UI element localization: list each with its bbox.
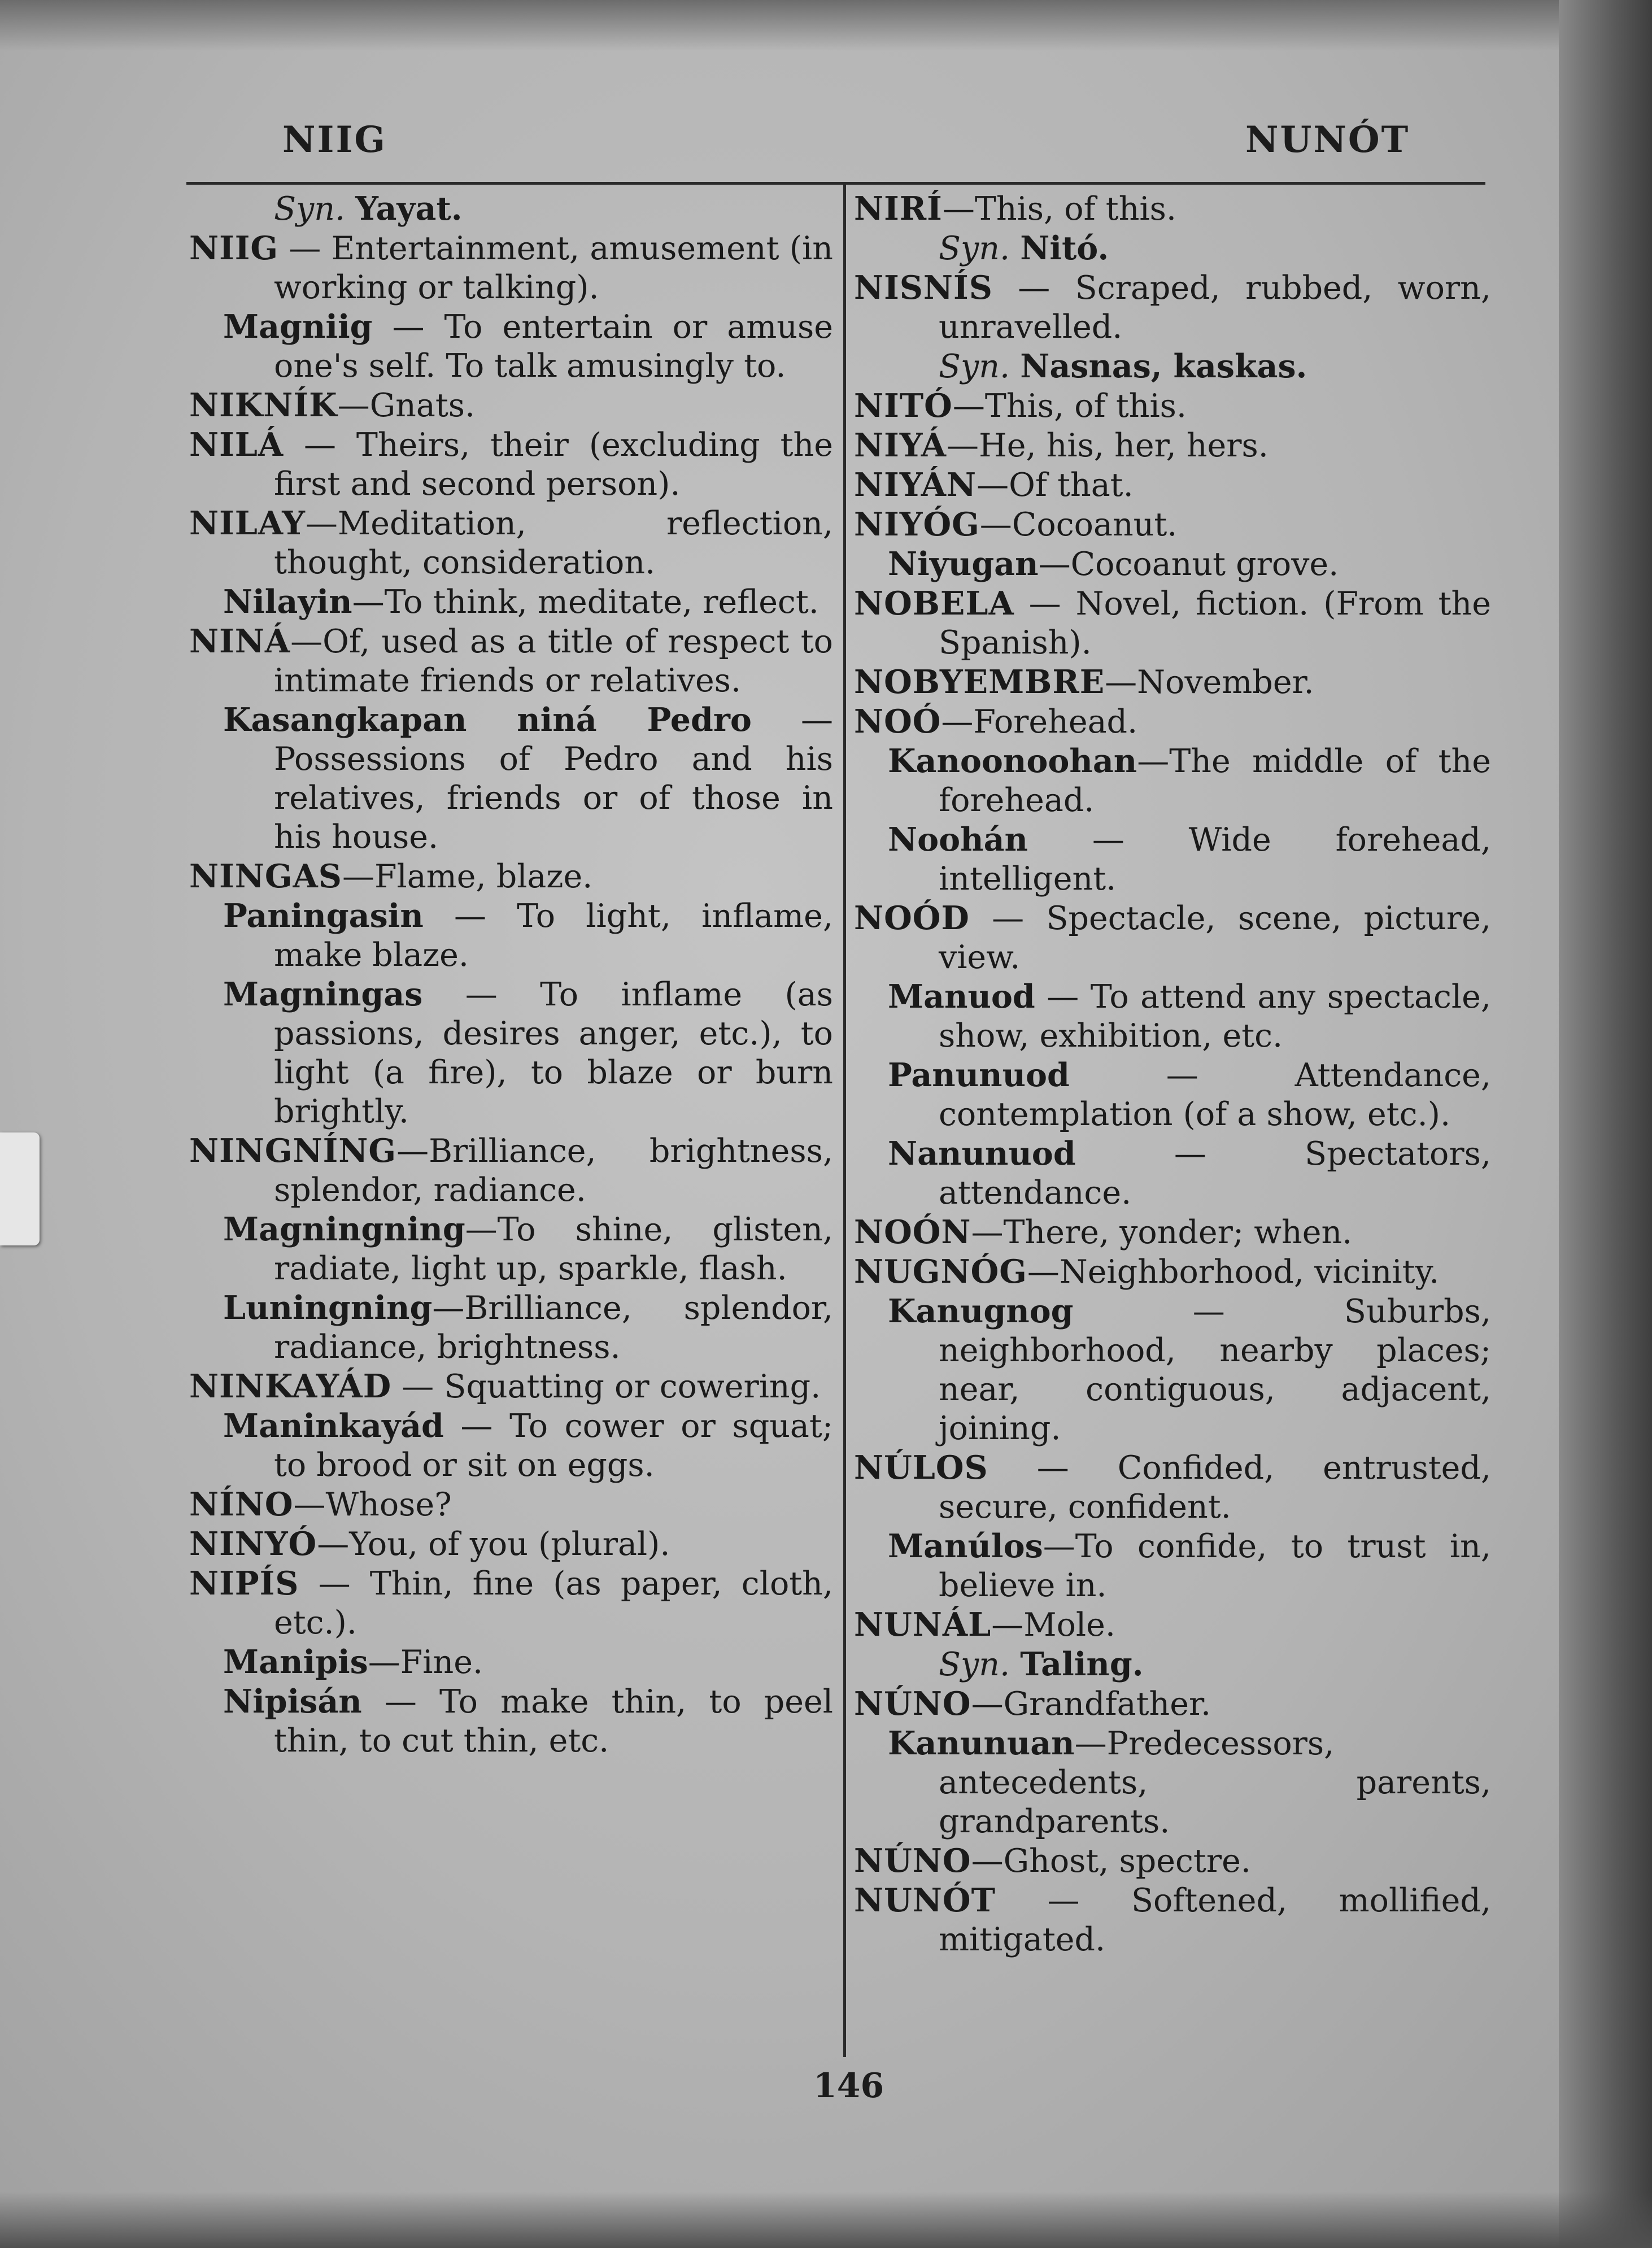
right-column [854, 189, 1491, 1959]
sub-headword: Maninkayád [223, 1407, 444, 1445]
synonym-word: Taling. [1020, 1645, 1144, 1683]
definition: — Suburbs, neighborhood, nearby places; near, contiguous, adjacent, joining. [939, 1293, 1491, 1447]
headword: NÚLOS [854, 1449, 988, 1487]
running-head-right: NUNÓT [1245, 119, 1410, 161]
headword: NINGNÍNG [189, 1132, 397, 1170]
sub-entry [189, 1406, 833, 1485]
sub-entry [854, 742, 1491, 820]
headword: NOÓN [854, 1213, 971, 1251]
headword: NIKNÍK [189, 386, 338, 424]
bottom-edge-shadow [0, 2192, 1652, 2248]
headword: NUGNÓG [854, 1253, 1027, 1291]
sub-entry [854, 820, 1491, 899]
headword: NOÓD [854, 899, 970, 937]
headword: NUNÁL [854, 1606, 992, 1644]
definition: —This, of this. [952, 387, 1187, 425]
definition: — Entertainment, amusement (in working or talking). [274, 230, 833, 306]
definition: — Thin, fine (as paper, cloth, etc.). [274, 1565, 833, 1641]
definition: —You, of you (plural). [317, 1526, 670, 1563]
definition: —To confide, to trust in, believe in. [939, 1528, 1491, 1604]
definition: — To cower or squat; to brood or sit on eggs. [274, 1408, 833, 1484]
dictionary-entry [854, 1841, 1491, 1881]
sub-entry [854, 1527, 1491, 1605]
sub-entry [189, 1643, 833, 1682]
sub-headword: Niyugan [888, 545, 1039, 583]
headword: NÍNO [189, 1485, 294, 1523]
sub-entry [189, 1210, 833, 1288]
sub-headword: Luningning [223, 1289, 433, 1327]
dictionary-entry [854, 505, 1491, 544]
definition: —Whose? [293, 1486, 452, 1523]
sub-entry [854, 1056, 1491, 1134]
definition: — Confided, entrusted, secure, confident. [939, 1449, 1491, 1526]
running-head-left: NIIG [282, 119, 387, 161]
synonym-line [854, 347, 1491, 386]
definition: — Spectacle, scene, picture, view. [939, 900, 1491, 976]
sub-headword: Kanunuan [888, 1724, 1075, 1762]
definition: —He, his, her, hers. [947, 427, 1269, 464]
definition: —Neighborhood, vicinity. [1027, 1253, 1440, 1291]
synonym-word: Nasnas, kaskas. [1020, 347, 1307, 385]
synonym-line [854, 1645, 1491, 1684]
dictionary-entry [189, 1524, 833, 1564]
headword: NISNÍS [854, 269, 993, 307]
sub-entry [189, 975, 833, 1131]
definition: — Scraped, rubbed, worn, unravelled. [939, 269, 1491, 346]
definition: — To attend any spectacle, show, exhibition, etc. [939, 978, 1491, 1055]
dictionary-entry [189, 504, 833, 582]
definition: —There, yonder; when. [971, 1214, 1353, 1251]
book-spine-shadow [1559, 0, 1652, 2248]
dictionary-entry [189, 622, 833, 700]
headword: NIPÍS [189, 1565, 299, 1602]
definition: — Wide forehead, intelligent. [939, 821, 1491, 898]
sub-entry [854, 544, 1491, 584]
definition: — Theirs, their (excluding the first and second person). [274, 426, 833, 503]
dictionary-entry [854, 386, 1491, 426]
definition: — To light, inflame, make blaze. [274, 898, 833, 974]
sub-entry [854, 977, 1491, 1056]
dictionary-entry [854, 1881, 1491, 1959]
headword: NINÁ [189, 622, 291, 660]
sub-headword: Manúlos [888, 1527, 1043, 1565]
definition: —Brilliance, brightness, splendor, radiance. [274, 1132, 833, 1209]
definition: —To think, meditate, reflect. [352, 583, 819, 621]
headword: NOÓ [854, 703, 941, 740]
sub-headword: Magniig [223, 308, 373, 346]
synonym-word: Yayat. [355, 190, 463, 228]
definition: —Ghost, spectre. [971, 1842, 1251, 1880]
dictionary-entry [854, 663, 1491, 702]
definition: —Cocoanut grove. [1038, 546, 1339, 583]
synonym-line [854, 229, 1491, 268]
dictionary-entry [189, 386, 833, 425]
headword: NITÓ [854, 387, 953, 425]
headword: NIYÓG [854, 506, 980, 543]
sub-entry [189, 582, 833, 622]
dictionary-entry [854, 189, 1491, 229]
definition: —To shine, glisten, radiate, light up, sparkle, flash. [274, 1211, 833, 1287]
sub-headword: Manuod [888, 978, 1035, 1016]
dictionary-entry [854, 702, 1491, 742]
definition: — Squatting or cowering. [391, 1368, 821, 1405]
definition: —November. [1105, 664, 1314, 701]
dictionary-entry [189, 229, 833, 307]
headword: NOBYEMBRE [854, 663, 1105, 701]
sub-headword: Magningning [223, 1210, 465, 1248]
definition: —Of, used as a title of respect to intimate friends or relatives. [274, 623, 833, 699]
dictionary-entry [189, 425, 833, 504]
dictionary-entry [189, 1564, 833, 1643]
sub-entry [854, 1292, 1491, 1448]
sub-entry [854, 1134, 1491, 1213]
definition: —This, of this. [942, 190, 1177, 228]
page-tab-marker [0, 1132, 40, 1245]
sub-headword: Paningasin [223, 897, 424, 935]
definition: — To inflame (as passions, desires anger, etc.), to light (a fire), to blaze or burn brightly. [274, 976, 833, 1130]
dictionary-entry [854, 1448, 1491, 1527]
dictionary-entry [854, 1684, 1491, 1724]
sub-entry [189, 896, 833, 975]
definition: —Gnats. [337, 387, 476, 424]
definition: — Softened, mollified, mitigated. [939, 1882, 1491, 1958]
sub-headword: Noohán [888, 821, 1028, 859]
headword: NUNÓT [854, 1881, 996, 1919]
definition: —Of that. [977, 467, 1134, 504]
dictionary-entry [854, 1213, 1491, 1252]
dictionary-entry [854, 1252, 1491, 1292]
definition: —Predecessors, antecedents, parents, grandparents. [939, 1725, 1491, 1840]
dictionary-entry [189, 1485, 833, 1524]
synonym-word: Nitó. [1020, 229, 1109, 267]
headword: NINGAS [189, 857, 342, 895]
definition: —Grandfather. [971, 1685, 1211, 1723]
headword: NÚNO [854, 1685, 971, 1723]
sub-entry [189, 1288, 833, 1367]
headword: NOBELA [854, 585, 1014, 622]
dictionary-entry [854, 426, 1491, 465]
column-divider [843, 182, 846, 2057]
headword: NINKAYÁD [189, 1367, 392, 1405]
sub-headword: Kanoonoohan [888, 742, 1137, 780]
sub-headword: Magningas [223, 975, 423, 1013]
definition: —The middle of the forehead. [939, 743, 1491, 819]
headword: NIRÍ [854, 190, 943, 228]
dictionary-entry [854, 465, 1491, 505]
dictionary-entry [854, 899, 1491, 977]
headword: NILÁ [189, 426, 284, 464]
dictionary-entry [854, 1605, 1491, 1645]
sub-headword: Nilayin [223, 583, 352, 621]
synonym-label: Syn. [939, 230, 1010, 267]
definition: —Mole. [991, 1606, 1115, 1644]
sub-headword: Kanugnog [888, 1292, 1074, 1330]
headword: NINYÓ [189, 1525, 317, 1563]
synonym-label: Syn. [274, 190, 346, 228]
sub-headword: Manipis [223, 1643, 368, 1681]
sub-entry [189, 700, 833, 857]
definition: —Fine. [368, 1644, 483, 1681]
headword: NIIG [189, 229, 279, 267]
synonym-line [189, 189, 833, 229]
headword: NIYÁN [854, 466, 977, 504]
synonym-label: Syn. [939, 1646, 1010, 1683]
sub-headword: Nanunuod [888, 1135, 1076, 1173]
left-column [189, 189, 833, 1761]
dictionary-entry [189, 1367, 833, 1406]
definition: —Meditation, reflection, thought, consideration. [274, 505, 833, 581]
sub-headword: Panunuod [888, 1056, 1070, 1094]
definition: — Spectators, attendance. [939, 1135, 1491, 1212]
dictionary-entry [854, 268, 1491, 347]
dictionary-entry [189, 1131, 833, 1210]
sub-headword: Kasangkapan niná Pedro [223, 701, 752, 739]
definition: — Possessions of Pedro and his relatives, friends or of those in his house. [274, 702, 833, 856]
definition: — Attendance, contemplation (of a show, etc.). [939, 1057, 1491, 1133]
sub-entry [189, 1682, 833, 1761]
dictionary-entry [854, 584, 1491, 663]
top-edge-shadow [0, 0, 1652, 51]
dictionary-entry [189, 857, 833, 896]
definition: — To entertain or amuse one's self. To talk amusingly to. [274, 308, 833, 385]
headword: NÚNO [854, 1842, 971, 1880]
headword: NIYÁ [854, 426, 947, 464]
definition: —Forehead. [941, 703, 1138, 740]
definition: —Brilliance, splendor, radiance, brightness. [274, 1289, 833, 1366]
page-number: 146 [813, 2066, 884, 2106]
header-rule [186, 182, 1485, 185]
synonym-label: Syn. [939, 348, 1010, 385]
sub-entry [854, 1724, 1491, 1841]
definition: — Novel, fiction. (From the Spanish). [939, 585, 1491, 661]
sub-headword: Nipisán [223, 1683, 362, 1720]
definition: —Flame, blaze. [342, 858, 593, 895]
headword: NILAY [189, 504, 306, 542]
sub-entry [189, 307, 833, 386]
definition: —Cocoanut. [979, 506, 1178, 543]
definition: — To make thin, to peel thin, to cut thin, etc. [274, 1683, 833, 1759]
